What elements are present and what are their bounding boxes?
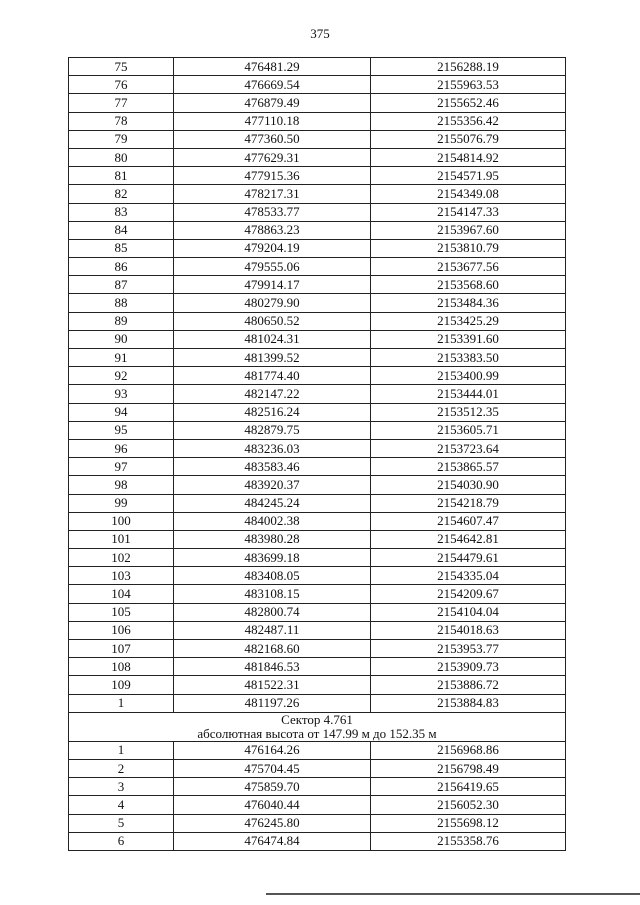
point-number-cell: 75 xyxy=(69,58,174,76)
y-coordinate-cell: 2153444.01 xyxy=(371,385,566,403)
table-row xyxy=(69,585,566,603)
coordinates-table-body-before xyxy=(69,58,566,713)
y-coordinate-cell: 2154018.63 xyxy=(371,621,566,639)
point-number-cell: 108 xyxy=(69,658,174,676)
table-row xyxy=(69,239,566,257)
point-number-cell: 97 xyxy=(69,458,174,476)
y-coordinate-cell: 2154814.92 xyxy=(371,148,566,166)
x-coordinate-cell: 481522.31 xyxy=(174,676,371,694)
x-coordinate-cell: 483920.37 xyxy=(174,476,371,494)
x-coordinate-cell: 482487.11 xyxy=(174,621,371,639)
point-number-cell: 1 xyxy=(69,741,174,759)
point-number-cell: 1 xyxy=(69,694,174,712)
x-coordinate-cell: 482516.24 xyxy=(174,403,371,421)
x-coordinate-cell: 479555.06 xyxy=(174,258,371,276)
table-row xyxy=(69,94,566,112)
point-number-cell: 99 xyxy=(69,494,174,512)
table-row xyxy=(69,294,566,312)
table-row xyxy=(69,778,566,796)
x-coordinate-cell: 481846.53 xyxy=(174,658,371,676)
table-row xyxy=(69,221,566,239)
y-coordinate-cell: 2154349.08 xyxy=(371,185,566,203)
table-row xyxy=(69,349,566,367)
y-coordinate-cell: 2154642.81 xyxy=(371,530,566,548)
x-coordinate-cell: 478863.23 xyxy=(174,221,371,239)
y-coordinate-cell: 2153886.72 xyxy=(371,676,566,694)
point-number-cell: 94 xyxy=(69,403,174,421)
y-coordinate-cell: 2153383.50 xyxy=(371,349,566,367)
x-coordinate-cell: 478217.31 xyxy=(174,185,371,203)
point-number-cell: 89 xyxy=(69,312,174,330)
point-number-cell: 105 xyxy=(69,603,174,621)
table-row xyxy=(69,439,566,457)
point-number-cell: 96 xyxy=(69,439,174,457)
table-row xyxy=(69,312,566,330)
y-coordinate-cell: 2156288.19 xyxy=(371,58,566,76)
point-number-cell: 76 xyxy=(69,76,174,94)
y-coordinate-cell: 2155356.42 xyxy=(371,112,566,130)
x-coordinate-cell: 482879.75 xyxy=(174,421,371,439)
point-number-cell: 88 xyxy=(69,294,174,312)
x-coordinate-cell: 475859.70 xyxy=(174,778,371,796)
point-number-cell: 82 xyxy=(69,185,174,203)
point-number-cell: 85 xyxy=(69,239,174,257)
y-coordinate-cell: 2154209.67 xyxy=(371,585,566,603)
point-number-cell: 91 xyxy=(69,349,174,367)
point-number-cell: 98 xyxy=(69,476,174,494)
x-coordinate-cell: 482800.74 xyxy=(174,603,371,621)
point-number-cell: 92 xyxy=(69,367,174,385)
x-coordinate-cell: 481024.31 xyxy=(174,330,371,348)
point-number-cell: 6 xyxy=(69,832,174,850)
x-coordinate-cell: 483699.18 xyxy=(174,549,371,567)
x-coordinate-cell: 481399.52 xyxy=(174,349,371,367)
point-number-cell: 2 xyxy=(69,759,174,777)
table-row xyxy=(69,203,566,221)
y-coordinate-cell: 2154607.47 xyxy=(371,512,566,530)
table-row xyxy=(69,567,566,585)
x-coordinate-cell: 477360.50 xyxy=(174,130,371,148)
table-row xyxy=(69,603,566,621)
table-row xyxy=(69,167,566,185)
table-row xyxy=(69,385,566,403)
table-row xyxy=(69,421,566,439)
table-row xyxy=(69,58,566,76)
y-coordinate-cell: 2156798.49 xyxy=(371,759,566,777)
point-number-cell: 87 xyxy=(69,276,174,294)
x-coordinate-cell: 482147.22 xyxy=(174,385,371,403)
sector-title: Сектор 4.761 xyxy=(281,711,353,727)
x-coordinate-cell: 476481.29 xyxy=(174,58,371,76)
point-number-cell: 3 xyxy=(69,778,174,796)
x-coordinate-cell: 483108.15 xyxy=(174,585,371,603)
table-row xyxy=(69,258,566,276)
point-number-cell: 95 xyxy=(69,421,174,439)
x-coordinate-cell: 483408.05 xyxy=(174,567,371,585)
page-number: 375 xyxy=(310,26,330,41)
sector-row xyxy=(69,712,566,741)
point-number-cell: 77 xyxy=(69,94,174,112)
y-coordinate-cell: 2153425.29 xyxy=(371,312,566,330)
sector-cell xyxy=(69,712,566,741)
y-coordinate-cell: 2153568.60 xyxy=(371,276,566,294)
x-coordinate-cell: 479204.19 xyxy=(174,239,371,257)
table-row xyxy=(69,476,566,494)
x-coordinate-cell: 483980.28 xyxy=(174,530,371,548)
table-row xyxy=(69,796,566,814)
y-coordinate-cell: 2153512.35 xyxy=(371,403,566,421)
y-coordinate-cell: 2156968.86 xyxy=(371,741,566,759)
x-coordinate-cell: 479914.17 xyxy=(174,276,371,294)
table-row xyxy=(69,676,566,694)
table-row xyxy=(69,130,566,148)
x-coordinate-cell: 481197.26 xyxy=(174,694,371,712)
table-row xyxy=(69,759,566,777)
table-row xyxy=(69,112,566,130)
table-row xyxy=(69,814,566,832)
point-number-cell: 100 xyxy=(69,512,174,530)
y-coordinate-cell: 2153909.73 xyxy=(371,658,566,676)
point-number-cell: 78 xyxy=(69,112,174,130)
x-coordinate-cell: 476879.49 xyxy=(174,94,371,112)
point-number-cell: 84 xyxy=(69,221,174,239)
x-coordinate-cell: 477629.31 xyxy=(174,148,371,166)
point-number-cell: 93 xyxy=(69,385,174,403)
point-number-cell: 101 xyxy=(69,530,174,548)
table-row xyxy=(69,403,566,421)
y-coordinate-cell: 2156052.30 xyxy=(371,796,566,814)
table-row xyxy=(69,658,566,676)
point-number-cell: 104 xyxy=(69,585,174,603)
x-coordinate-cell: 480279.90 xyxy=(174,294,371,312)
point-number-cell: 106 xyxy=(69,621,174,639)
table-row xyxy=(69,741,566,759)
sector-header xyxy=(69,712,566,741)
point-number-cell: 5 xyxy=(69,814,174,832)
y-coordinate-cell: 2155963.53 xyxy=(371,76,566,94)
y-coordinate-cell: 2155698.12 xyxy=(371,814,566,832)
table-row xyxy=(69,640,566,658)
table-row xyxy=(69,458,566,476)
y-coordinate-cell: 2153967.60 xyxy=(371,221,566,239)
point-number-cell: 109 xyxy=(69,676,174,694)
table-row xyxy=(69,148,566,166)
sector-subtitle: абсолютная высота от 147.99 м до 152.35 м xyxy=(197,725,437,741)
point-number-cell: 80 xyxy=(69,148,174,166)
x-coordinate-cell: 476245.80 xyxy=(174,814,371,832)
x-coordinate-cell: 482168.60 xyxy=(174,640,371,658)
y-coordinate-cell: 2153484.36 xyxy=(371,294,566,312)
table-row xyxy=(69,694,566,712)
x-coordinate-cell: 483236.03 xyxy=(174,439,371,457)
y-coordinate-cell: 2153400.99 xyxy=(371,367,566,385)
point-number-cell: 83 xyxy=(69,203,174,221)
point-number-cell: 79 xyxy=(69,130,174,148)
y-coordinate-cell: 2154147.33 xyxy=(371,203,566,221)
point-number-cell: 4 xyxy=(69,796,174,814)
y-coordinate-cell: 2153723.64 xyxy=(371,439,566,457)
y-coordinate-cell: 2155358.76 xyxy=(371,832,566,850)
x-coordinate-cell: 484002.38 xyxy=(174,512,371,530)
coordinates-table xyxy=(68,57,566,851)
table-row xyxy=(69,185,566,203)
x-coordinate-cell: 483583.46 xyxy=(174,458,371,476)
y-coordinate-cell: 2156419.65 xyxy=(371,778,566,796)
y-coordinate-cell: 2154479.61 xyxy=(371,549,566,567)
point-number-cell: 86 xyxy=(69,258,174,276)
footer-rule xyxy=(266,893,640,895)
point-number-cell: 81 xyxy=(69,167,174,185)
table-row xyxy=(69,494,566,512)
point-number-cell: 107 xyxy=(69,640,174,658)
y-coordinate-cell: 2153884.83 xyxy=(371,694,566,712)
table-row xyxy=(69,330,566,348)
y-coordinate-cell: 2154571.95 xyxy=(371,167,566,185)
y-coordinate-cell: 2153953.77 xyxy=(371,640,566,658)
x-coordinate-cell: 477110.18 xyxy=(174,112,371,130)
y-coordinate-cell: 2153391.60 xyxy=(371,330,566,348)
y-coordinate-cell: 2153810.79 xyxy=(371,239,566,257)
coordinates-table-body-after xyxy=(69,741,566,850)
point-number-cell: 102 xyxy=(69,549,174,567)
x-coordinate-cell: 481774.40 xyxy=(174,367,371,385)
x-coordinate-cell: 476040.44 xyxy=(174,796,371,814)
y-coordinate-cell: 2154218.79 xyxy=(371,494,566,512)
table-row xyxy=(69,76,566,94)
y-coordinate-cell: 2153677.56 xyxy=(371,258,566,276)
table-row xyxy=(69,621,566,639)
point-number-cell: 90 xyxy=(69,330,174,348)
y-coordinate-cell: 2153605.71 xyxy=(371,421,566,439)
y-coordinate-cell: 2155076.79 xyxy=(371,130,566,148)
x-coordinate-cell: 476474.84 xyxy=(174,832,371,850)
table-row xyxy=(69,367,566,385)
y-coordinate-cell: 2154335.04 xyxy=(371,567,566,585)
table-row xyxy=(69,832,566,850)
x-coordinate-cell: 480650.52 xyxy=(174,312,371,330)
point-number-cell: 103 xyxy=(69,567,174,585)
x-coordinate-cell: 478533.77 xyxy=(174,203,371,221)
x-coordinate-cell: 476164.26 xyxy=(174,741,371,759)
x-coordinate-cell: 477915.36 xyxy=(174,167,371,185)
table-row xyxy=(69,530,566,548)
x-coordinate-cell: 476669.54 xyxy=(174,76,371,94)
x-coordinate-cell: 475704.45 xyxy=(174,759,371,777)
table-row xyxy=(69,549,566,567)
table-row xyxy=(69,512,566,530)
table-row xyxy=(69,276,566,294)
y-coordinate-cell: 2155652.46 xyxy=(371,94,566,112)
x-coordinate-cell: 484245.24 xyxy=(174,494,371,512)
y-coordinate-cell: 2153865.57 xyxy=(371,458,566,476)
y-coordinate-cell: 2154104.04 xyxy=(371,603,566,621)
y-coordinate-cell: 2154030.90 xyxy=(371,476,566,494)
